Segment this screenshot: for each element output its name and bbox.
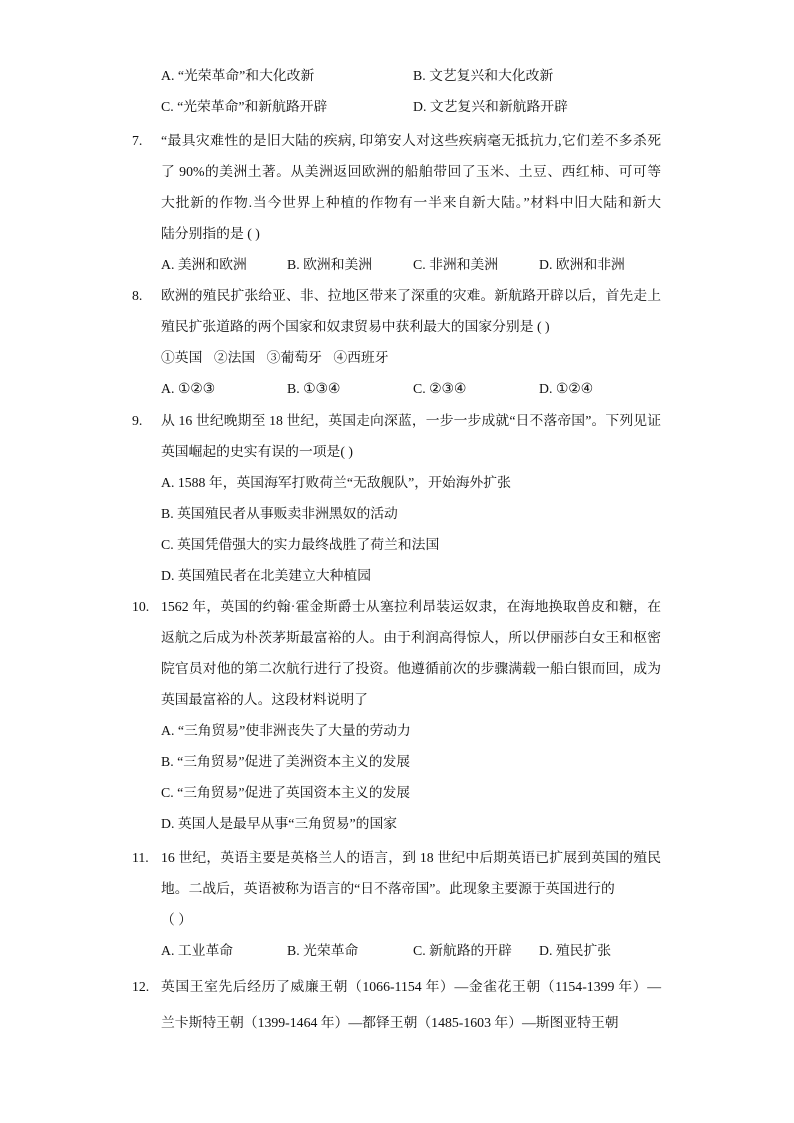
question-line: 从 16 世纪晚期至 18 世纪，英国走向深蓝，一步一步成就“日不落帝国”。下列见证	[161, 413, 661, 428]
question-line: “最具灾难性的是旧大陆的疾病, 印第安人对这些疾病毫无抵抗力,它们差不多杀死	[161, 133, 661, 148]
option-a: A. “光荣革命”和大化改新	[161, 68, 315, 83]
option-row	[161, 249, 661, 280]
question-line: 陆分别指的是 ( )	[161, 226, 260, 241]
option-c: C. “三角贸易”促进了英国资本主义的发展	[161, 785, 411, 800]
option-a: A. “三角贸易”使非洲丧失了大量的劳动力	[161, 723, 411, 738]
question-line: 英国王室先后经历了威廉王朝（1066-1154 年）—金雀花王朝（1154-1399 年）—	[161, 979, 661, 994]
question-line: 院官员对他的第二次航行进行了投资。他遵循前次的步骤满载一船白银而回，成为	[161, 661, 661, 676]
option-a: A. ①②③	[161, 381, 215, 396]
option-d: D. 殖民扩张	[539, 943, 612, 958]
option-c: C. ②③④	[413, 381, 467, 396]
question-number: 10.	[132, 599, 150, 614]
option-b: B. 欧洲和美洲	[287, 257, 373, 272]
option-c: C. 英国凭借强大的实力最终战胜了荷兰和法国	[161, 537, 440, 552]
question-number: 12.	[132, 979, 150, 994]
question-number: 11.	[132, 850, 149, 865]
option-d: D. ①②④	[539, 381, 593, 396]
question-line: 地。二战后，英语被称为语言的“日不落帝国”。此现象主要源于英国进行的	[161, 881, 615, 896]
question-line: 英国崛起的史实有误的一项是( )	[161, 444, 353, 459]
option-row	[161, 60, 661, 91]
option-a: A. 1588 年，英国海军打败荷兰“无敌舰队”，开始海外扩张	[161, 475, 511, 490]
option-b: B. 光荣革命	[287, 943, 359, 958]
question-line: 殖民扩张道路的两个国家和奴隶贸易中获利最大的国家分别是 ( )	[161, 319, 550, 334]
option-row	[161, 373, 661, 404]
option-d: D. 英国人是最早从事“三角贸易”的国家	[161, 816, 398, 831]
answer-blank: （ ）	[161, 912, 193, 927]
question-line: 兰卡斯特王朝（1399-1464 年）—都铎王朝（1485-1603 年）—斯图亚特王朝	[161, 1015, 619, 1030]
option-b: B. ①③④	[287, 381, 341, 396]
question-line: 1562 年，英国的约翰·霍金斯爵士从塞拉利昂装运奴隶，在海地换取兽皮和糖，在	[161, 599, 661, 614]
option-c: C. 新航路的开辟	[413, 943, 512, 958]
option-b: B. “三角贸易”促进了美洲资本主义的发展	[161, 754, 411, 769]
question-number: 7.	[132, 133, 143, 148]
option-c: C. “光荣革命”和新航路开辟	[161, 99, 328, 114]
option-a: A. 工业革命	[161, 943, 234, 958]
option-row	[161, 935, 661, 966]
question-line: 16 世纪，英语主要是英格兰人的语言，到 18 世纪中后期英语已扩展到英国的殖民	[161, 850, 661, 865]
option-row	[161, 91, 661, 122]
option-a: A. 美洲和欧洲	[161, 257, 247, 272]
question-number: 8.	[132, 288, 143, 303]
option-d: D. 英国殖民者在北美建立大种植园	[161, 568, 372, 583]
question-line: 返航之后成为朴茨茅斯最富裕的人。由于利润高得惊人，所以伊丽莎白女王和枢密	[161, 630, 661, 645]
option-d: D. 文艺复兴和新航路开辟	[413, 99, 568, 114]
option-c: C. 非洲和美洲	[413, 257, 499, 272]
choice-list: ①英国 ②法国 ③葡萄牙 ④西班牙	[161, 350, 389, 365]
question-line: 欧洲的殖民扩张给亚、非、拉地区带来了深重的灾难。新航路开辟以后，首先走上	[161, 288, 661, 303]
option-d: D. 欧洲和非洲	[539, 257, 625, 272]
option-b: B. 文艺复兴和大化改新	[413, 68, 554, 83]
question-line: 英国最富裕的人。这段材料说明了	[161, 692, 368, 707]
option-b: B. 英国殖民者从事贩卖非洲黑奴的活动	[161, 506, 398, 521]
question-number: 9.	[132, 413, 143, 428]
question-line: 大批新的作物.当今世界上种植的作物有一半来自新大陆。”材料中旧大陆和新大	[161, 195, 661, 210]
question-line: 了 90%的美洲土著。从美洲返回欧洲的船舶带回了玉米、土豆、西红柿、可可等	[161, 164, 661, 179]
